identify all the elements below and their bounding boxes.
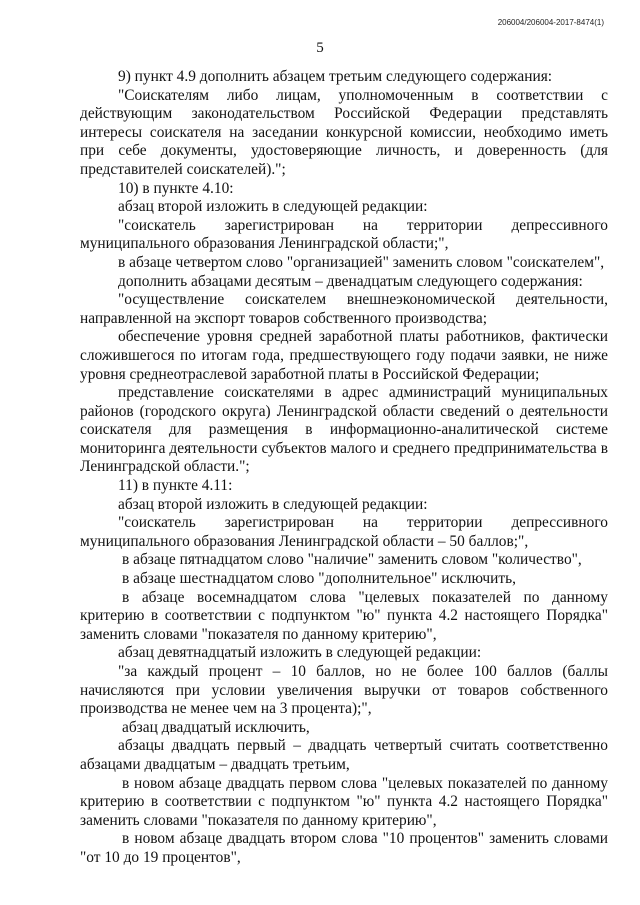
document-id: 206004/206004-2017-8474(1) xyxy=(497,18,604,27)
paragraph: в абзаце шестнадцатом слово "дополнительное" исключить, xyxy=(122,570,516,588)
paragraph: абзацы двадцать первый – двадцать четвертый считать соответственно абзацами двадцатым – двадцать третьим, xyxy=(80,737,608,773)
paragraph: 11) в пункте 4.11: xyxy=(118,477,233,495)
paragraph: обеспечение уровня средней заработной платы работников, фактически сложившегося по итогам года, предшествующего году подачи заявки, не ниже уровня среднеотраслевой заработной платы в Российской Федерации; xyxy=(80,328,608,383)
paragraph: "за каждый процент – 10 баллов, но не более 100 баллов (баллы начисляются при условии увеличения выручки от товаров собственного производства не менее чем на 3 процента);", xyxy=(80,663,608,718)
paragraph: "Соискателям либо лицам, уполномоченным в соответствии с действующим законодательством Российской Федерации представлять интересы соискателя на заседании конкурсной комиссии, необходимо иметь при себе документы, удостоверяющие личность, и доверенность (для представителей соискателей)."; xyxy=(80,86,608,178)
paragraph: "осуществление соискателем внешнеэкономической деятельности, направленной на экспорт товаров собственного производства; xyxy=(80,291,608,327)
paragraph: абзац второй изложить в следующей редакции: xyxy=(118,495,428,513)
paragraph: представление соискателями в адрес администраций муниципальных районов (городского округа) Ленинградской области сведений о деятельности соискателя для размещения в информационно-аналитической системе мониторинга деятельности субъектов малого и среднего предпринимательства в Ленинградской области."; xyxy=(80,384,608,476)
paragraph: в новом абзаце двадцать первом слова "целевых показателей по данному критерию в соответствии с подпунктом "ю" пункта 4.2 настоящего Порядка" заменить словами "показателя по данному критерию", xyxy=(80,774,608,829)
paragraph: в абзаце пятнадцатом слово "наличие" заменить словом "количество", xyxy=(122,551,582,569)
paragraph: 10) в пункте 4.10: xyxy=(118,179,234,197)
document-body xyxy=(80,68,608,868)
paragraph: в новом абзаце двадцать втором слова "10 процентов" заменить словами "от 10 до 19 процентов", xyxy=(80,830,608,866)
paragraph: в абзаце четвертом слово "организацией" заменить словом "соискателем", xyxy=(118,253,605,271)
paragraph: "соискатель зарегистрирован на территории депрессивного муниципального образования Ленинградской области – 50 баллов;", xyxy=(80,514,608,550)
paragraph: в абзаце восемнадцатом слова "целевых показателей по данному критерию в соответствии с подпунктом "ю" пункта 4.2 настоящего Порядка" заменить словами "показателя по данному критерию", xyxy=(80,588,608,643)
paragraph: абзац второй изложить в следующей редакции: xyxy=(118,198,428,216)
paragraph: абзац девятнадцатый изложить в следующей редакции: xyxy=(118,644,482,662)
page-number: 5 xyxy=(316,40,324,56)
paragraph: абзац двадцатый исключить, xyxy=(122,718,310,736)
paragraph: 9) пункт 4.9 дополнить абзацем третьим следующего содержания: xyxy=(118,68,553,85)
paragraph: дополнить абзацами десятым – двенадцатым следующего содержания: xyxy=(118,272,583,290)
paragraph: "соискатель зарегистрирован на территории депрессивного муниципального образования Ленинградской области;", xyxy=(80,216,608,253)
